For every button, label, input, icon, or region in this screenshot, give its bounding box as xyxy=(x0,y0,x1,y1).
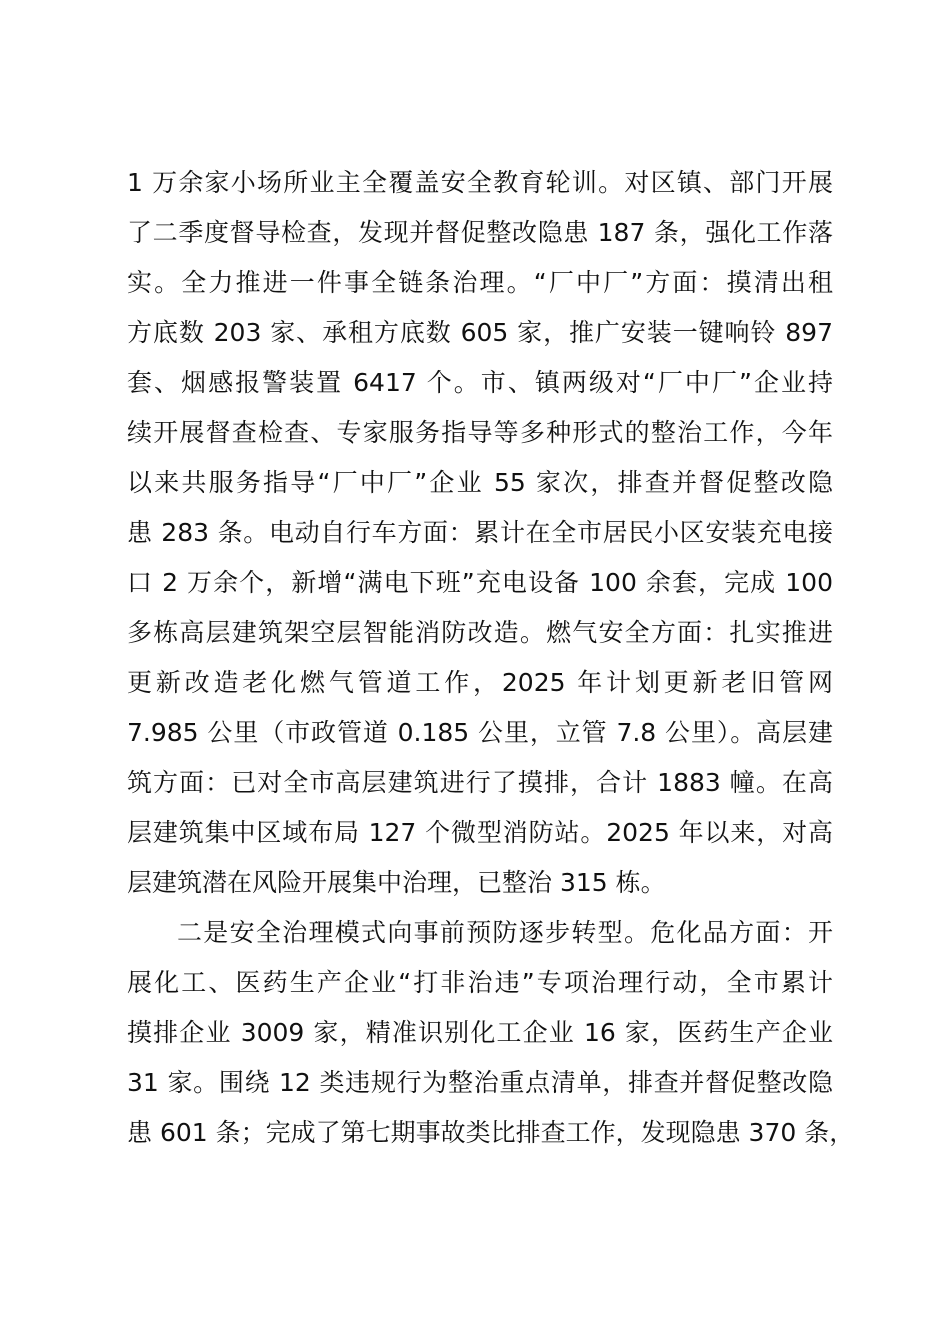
text-line: 实。全力推进一件事全链条治理。“厂中厂”方面：摸清出租 xyxy=(127,268,833,297)
paragraph-2 xyxy=(127,908,855,1158)
text-line: 方底数 203 家、承租方底数 605 家，推广安装一键响铃 897 xyxy=(127,318,833,347)
text-line: 1 万余家小场所业主全覆盖安全教育轮训。对区镇、部门开展 xyxy=(127,168,833,197)
text-line: 患 283 条。电动自行车方面：累计在全市居民小区安装充电接 xyxy=(127,518,833,547)
text-line: 套、烟感报警装置 6417 个。市、镇两级对“厂中厂”企业持 xyxy=(127,368,834,397)
text-line: 以来共服务指导“厂中厂”企业 55 家次，排查并督促整改隐 xyxy=(127,468,833,497)
text-line: 多栋高层建筑架空层智能消防改造。燃气安全方面：扎实推进 xyxy=(127,618,833,647)
text-line: 7.985 公里（市政管道 0.185 公里，立管 7.8 公里）。高层建 xyxy=(127,718,833,747)
text-line: 了二季度督导检查，发现并督促整改隐患 187 条，强化工作落 xyxy=(127,218,833,247)
text-line: 31 家。围绕 12 类违规行为整治重点清单，排查并督促整改隐 xyxy=(127,1068,833,1097)
text-line: 口 2 万余个，新增“满电下班”充电设备 100 余套，完成 100 xyxy=(127,568,833,597)
text-line: 患 601 条；完成了第七期事故类比排查工作，发现隐患 370 条， xyxy=(127,1118,855,1147)
text-line: 层建筑潜在风险开展集中治理，已整治 315 栋。 xyxy=(127,868,666,897)
text-line: 二是安全治理模式向事前预防逐步转型。危化品方面：开 xyxy=(177,918,833,947)
text-line: 续开展督查检查、专家服务指导等多种形式的整治工作，今年 xyxy=(127,418,833,447)
text-line: 层建筑集中区域布局 127 个微型消防站。2025 年以来，对高 xyxy=(127,818,833,847)
text-line: 更新改造老化燃气管道工作，2025 年计划更新老旧管网 xyxy=(127,668,833,697)
text-line: 摸排企业 3009 家，精准识别化工企业 16 家，医药生产企业 xyxy=(127,1018,833,1047)
paragraph-1 xyxy=(127,158,833,908)
document-body xyxy=(127,158,855,1158)
text-line: 筑方面：已对全市高层建筑进行了摸排，合计 1883 幢。在高 xyxy=(127,768,833,797)
text-line: 展化工、医药生产企业“打非治违”专项治理行动，全市累计 xyxy=(127,968,833,997)
